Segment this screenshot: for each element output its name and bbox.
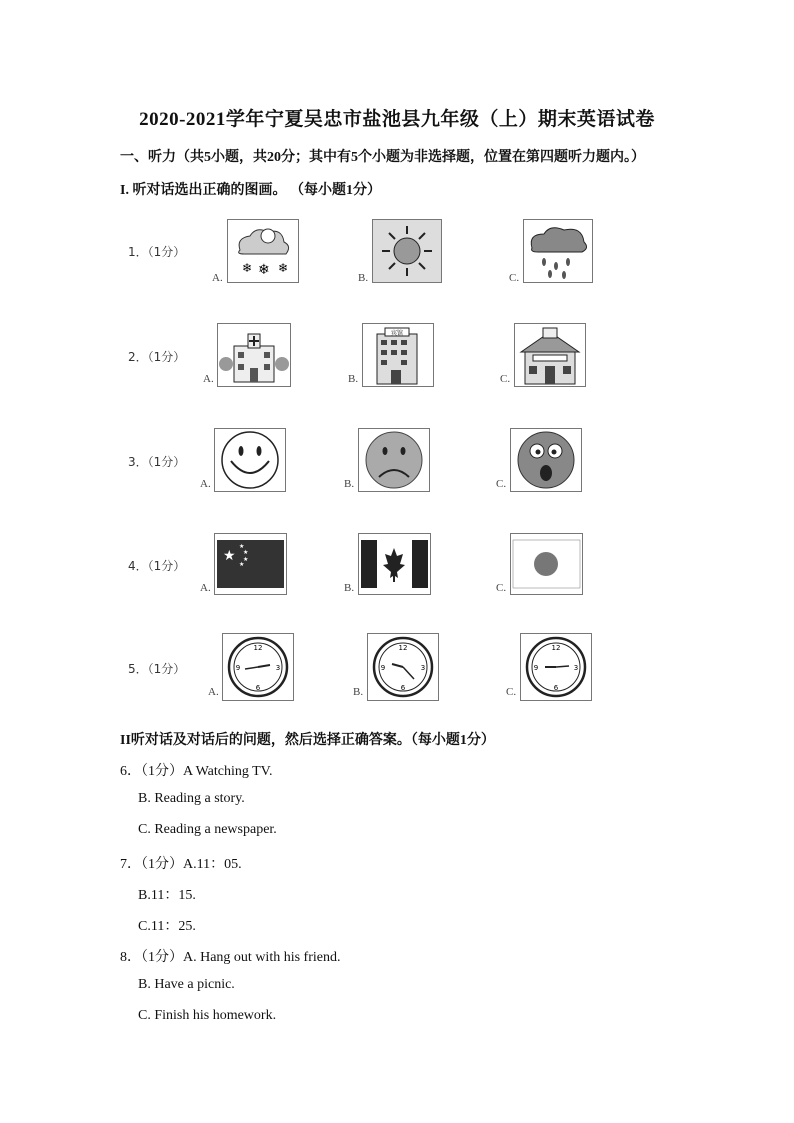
q2-option-b-letter: B. — [348, 373, 359, 385]
rain-cloud-icon[interactable] — [523, 219, 593, 283]
question-8-stem: 8．（1分）A. Hang out with his friend. — [120, 950, 341, 965]
svg-text:6: 6 — [255, 684, 261, 692]
question-6-option-c: C. Reading a newspaper. — [138, 822, 277, 837]
svg-text:★: ★ — [243, 557, 249, 563]
q5-option-a-letter: A. — [208, 686, 219, 698]
sun-icon[interactable] — [372, 219, 442, 283]
svg-text:★: ★ — [239, 562, 245, 568]
svg-text:3: 3 — [420, 664, 426, 672]
svg-text:❄: ❄ — [258, 263, 270, 278]
clock-icon[interactable] — [520, 633, 592, 701]
china-flag-icon[interactable] — [214, 533, 287, 595]
svg-text:9: 9 — [235, 664, 241, 672]
q3-option-a-letter: A. — [200, 478, 211, 490]
sad-face-icon[interactable] — [358, 428, 430, 492]
svg-text:3: 3 — [275, 664, 281, 672]
svg-text:❄: ❄ — [242, 261, 253, 275]
q3-option-c-letter: C. — [496, 478, 507, 490]
section-heading-listening: 一、听力（共5小题，共20分；其中有5个小题为非选择题，位置在第四题听力题内。） — [120, 150, 645, 165]
question-1-label: 1．（1分） — [128, 245, 186, 259]
question-7-stem: 7．（1分）A.11：05. — [120, 857, 242, 872]
hospital-icon[interactable] — [217, 323, 291, 387]
q5-option-c-letter: C. — [506, 686, 517, 698]
japan-flag-icon[interactable] — [510, 533, 583, 595]
q2-option-c-letter: C. — [500, 373, 511, 385]
part1-heading: I. 听对话选出正确的图画。 （每小题1分） — [120, 183, 381, 198]
svg-text:12: 12 — [398, 644, 408, 652]
svg-text:6: 6 — [553, 684, 559, 692]
question-2-label: 2．（1分） — [128, 350, 186, 364]
svg-text:❄: ❄ — [278, 261, 289, 275]
svg-text:★: ★ — [223, 549, 236, 564]
canada-flag-icon[interactable] — [358, 533, 431, 595]
svg-text:6: 6 — [400, 684, 406, 692]
question-8-option-c: C. Finish his homework. — [138, 1008, 277, 1023]
clock-icon[interactable] — [367, 633, 439, 701]
q5-option-b-letter: B. — [353, 686, 364, 698]
svg-text:9: 9 — [533, 664, 539, 672]
question-6-option-b: B. Reading a story. — [138, 791, 245, 806]
question-7-option-c: C.11：25. — [138, 919, 196, 934]
q1-option-b-letter: B. — [358, 272, 369, 284]
q3-option-b-letter: B. — [344, 478, 355, 490]
question-8-option-b: B. Have a picnic. — [138, 977, 235, 992]
page-title: 2020-2021学年宁夏吴忠市盐池县九年级（上）期末英语试卷 — [139, 109, 655, 130]
q1-option-c-letter: C. — [509, 272, 520, 284]
question-7-option-b: B.11：15. — [138, 888, 196, 903]
svg-text:3: 3 — [573, 664, 579, 672]
question-6-stem: 6．（1分）A Watching TV. — [120, 764, 273, 779]
hotel-sign-text: 宾馆 — [390, 331, 404, 337]
hotel-icon[interactable] — [362, 323, 434, 387]
clock-icon[interactable] — [222, 633, 294, 701]
q4-option-b-letter: B. — [344, 582, 355, 594]
question-3-label: 3．（1分） — [128, 455, 186, 469]
surprised-face-icon[interactable] — [510, 428, 582, 492]
happy-face-icon[interactable] — [214, 428, 286, 492]
question-4-label: 4．（1分） — [128, 559, 186, 573]
part2-heading: II听对话及对话后的问题，然后选择正确答案。（每小题1分） — [120, 733, 495, 748]
school-icon[interactable] — [514, 323, 586, 387]
q4-option-c-letter: C. — [496, 582, 507, 594]
svg-text:★: ★ — [243, 550, 249, 556]
q2-option-a-letter: A. — [203, 373, 214, 385]
question-5-label: 5．（1分） — [128, 662, 186, 676]
svg-text:★: ★ — [239, 544, 245, 550]
snow-cloud-icon[interactable] — [227, 219, 299, 283]
q1-option-a-letter: A. — [212, 272, 223, 284]
svg-text:12: 12 — [253, 644, 263, 652]
svg-text:12: 12 — [551, 644, 561, 652]
q4-option-a-letter: A. — [200, 582, 211, 594]
svg-text:9: 9 — [380, 664, 386, 672]
